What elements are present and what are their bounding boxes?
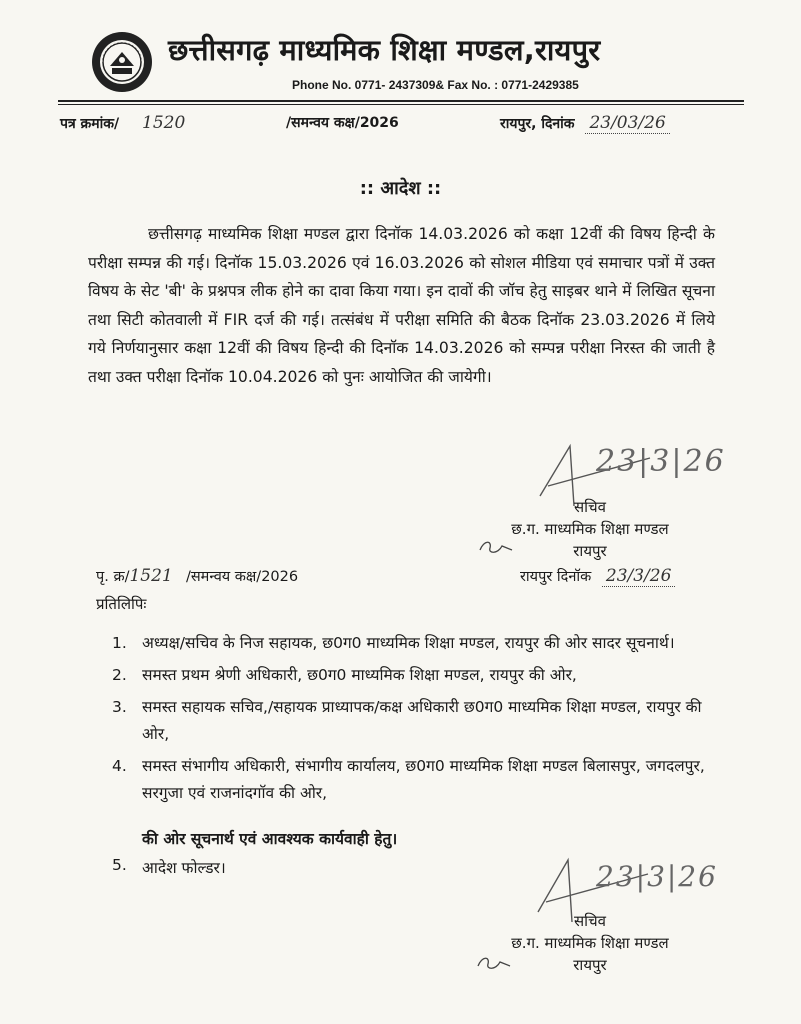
contact-numbers: Phone No. 0771- 2437309& Fax No. : 0771-2429385 xyxy=(292,78,579,92)
organization-name: छत्तीसगढ़ माध्यमिक शिक्षा मण्डल,रायपुर xyxy=(168,33,601,67)
copy-to-label: प्रतिलिपिः xyxy=(96,595,147,613)
order-body: छत्तीसगढ़ माध्यमिक शिक्षा मण्डल द्वारा दिनॉक 14.03.2026 को कक्षा 12वीं की विषय हिन्दी के परीक्षा सम्पन्न की गई। दिनॉक 15.03.2026 एवं 16.03.2026 को सोशल मीडिया एवं समाचार पत्रों में उक्त विषय के सेट 'बी' के प्रश्नपत्र लीक होने का दावा किया गया। इन दावों की जॉच हेतु साइबर थाने में लिखित सूचना तथा सिटी कोतवाली में FIR दर्ज की गई। तत्संबंध में परीक्षा समिति की बैठक दिनॉक 23.03.2026 में लिये गये निर्णयानुसार कक्षा 12वीं की विषय हिन्दी की दिनॉक 14.03.2026 को सम्पन्न परीक्षा निरस्त की जाती है तथा उक्त परीक्षा दिनॉक 10.04.2026 को पुनः आयोजित की जायेगी। xyxy=(88,225,715,386)
list-item: 4. समस्त संभागीय अधिकारी, संभागीय कार्यालय, छ0ग0 माध्यमिक शिक्षा मण्डल बिलासपुर, जगदलपुर, सरगुजा एवं राजनांदगॉव की ओर, xyxy=(112,757,705,802)
signature-handwritten-date: 23|3|26 xyxy=(596,444,726,479)
signatory-city: रायपुर xyxy=(573,956,607,974)
signatory-designation: सचिव xyxy=(574,498,606,516)
copy-section: /समन्वय कक्ष/2026 xyxy=(186,569,299,585)
signatory-city: रायपुर xyxy=(573,542,607,560)
list-item: 1. अध्यक्ष/सचिव के निज सहायक, छ0ग0 माध्यमिक शिक्षा मण्डल, रायपुर की ओर सादर सूचनार्थ। xyxy=(112,634,675,652)
header-rule xyxy=(58,100,744,102)
list-item: 5. आदेश फोल्डर। xyxy=(112,856,226,877)
letter-section: /समन्वय कक्ष/2026 xyxy=(286,115,399,131)
initials-scribble xyxy=(476,536,516,558)
signatory-office: छ.ग. माध्यमिक शिक्षा मण्डल xyxy=(511,934,669,952)
header-rule-thin xyxy=(58,104,744,105)
signatory-office: छ.ग. माध्यमिक शिक्षा मण्डल xyxy=(511,520,669,538)
signature-handwritten-date: 23|3|26 xyxy=(596,860,718,893)
letter-number: पत्र क्रमांक/ 1520 xyxy=(60,113,186,133)
signatory-designation: सचिव xyxy=(574,912,606,930)
board-emblem-logo xyxy=(90,30,154,94)
initials-scribble xyxy=(474,952,514,974)
letter-place-date: रायपुर, दिनांक 23/03/26 xyxy=(500,113,670,133)
copy-to-list xyxy=(112,630,712,812)
copy-place-date: रायपुर दिनॉक 23/3/26 xyxy=(520,566,675,586)
list-item: 3. समस्त सहायक सचिव,/सहायक प्राध्यापक/कक्ष अधिकारी छ0ग0 माध्यमिक शिक्षा मण्डल, रायपुर की ओर, xyxy=(112,698,702,743)
copy-action-note: की ओर सूचनार्थ एवं आवश्यक कार्यवाही हेतु। xyxy=(142,830,398,848)
list-item: 2. समस्त प्रथम श्रेणी अधिकारी, छ0ग0 माध्यमिक शिक्षा मण्डल, रायपुर की ओर, xyxy=(112,666,577,684)
order-title: :: आदेश :: xyxy=(359,178,442,199)
copy-number: पृ. क्र/1521 xyxy=(96,566,173,586)
